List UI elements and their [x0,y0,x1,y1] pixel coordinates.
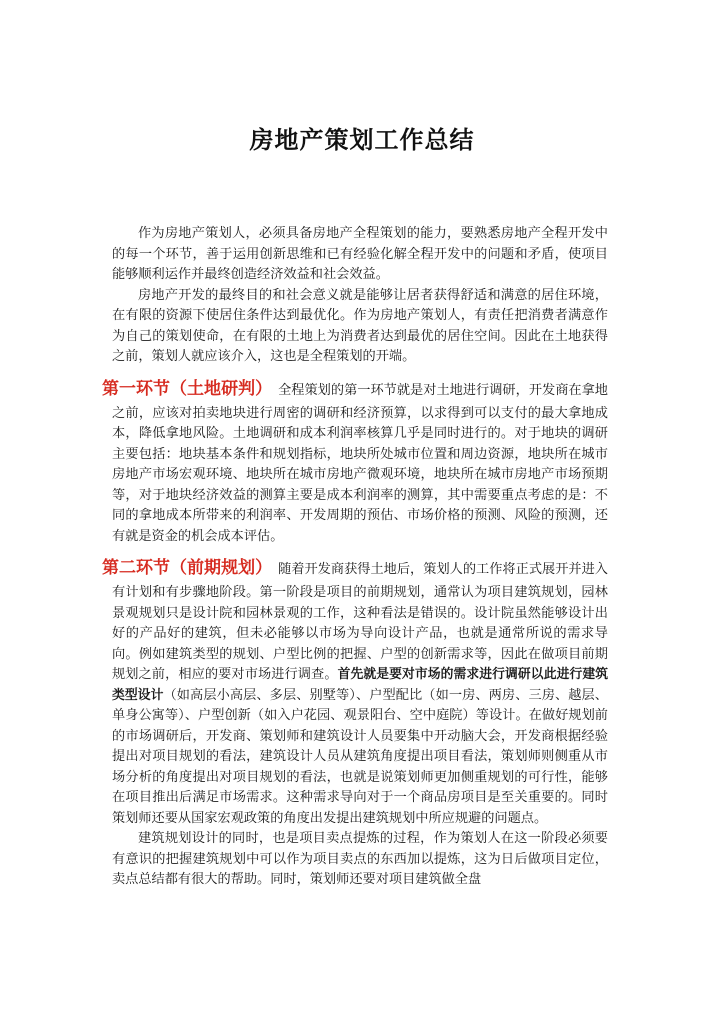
section-1-heading: 第一环节（土地研判） [102,378,273,399]
section-2-heading: 第二环节（前期规划） [102,558,273,578]
section-2-text-continued: （如高层小高层、多层、别墅等）、户型配比（如一房、两房、三房、越层、单身公寓等）、户型创新（如入户花园、观景阳台、空中庭院）等设计。在做好规划前的市场调研后，开发商、策划师和建筑设计人员要集中开动脑大会，开发商根据经验提出对项目规划的看法，建筑设计人员从建筑角度提出项目看法，策划师则侧重从市场分析的角度提出对项目规划的看法，也就是说策划师更加侧重规划的可行性，能够在项目推出后满足市场需求。这种需求导向对于一个商品房项目是至关重要的。同时策划师还要从国家宏观政策的角度出发提出建筑规划中所应规避的问题点。 [112,687,608,826]
intro-paragraph-2: 房地产开发的最终目的和社会意义就是能够让居者获得舒适和满意的居住环境，在有限的资源下使居住条件达到最优化。作为房地产策划人，有责任把消费者满意作为自己的策划使命，在有限的土地上为消费者达到最优的居住空间。因此在土地获得之前，策划人就应该介入，这也是全程策划的开端。 [112,287,608,364]
document-body [102,224,609,891]
section-1-paragraph [102,374,608,548]
section-2-text: 随着开发商获得土地后，策划人的工作将正式展开并进入有计划和有步骤地阶段。第一阶段是项目的前期规划，通常认为项目建筑规划，园林景观规划只是设计院和园林景观的工作，这种看法是错误的。设计院虽然能够设计出好的产品好的建筑，但未必能够以市场为导向设计产品，也就是通常所说的需求导向。例如建筑类型的规划、户型比例的把握、户型的创新需求等，因此在做项目前期规划之前，相应的要对市场进行调查。 [112,562,608,682]
document-title: 房地产策划工作总结 [249,126,475,154]
intro-paragraph-1: 作为房地产策划人，必须具备房地产全程策划的能力，要熟悉房地产全程开发中的每一个环节，善于运用创新思维和已有经验化解全程开发中的问题和矛盾，使项目能够顺利运作并最终创造经济效益和社会效益。 [112,226,608,282]
section-2-bold-text: 首先就是要对市场的需求进行调研以此进行建筑类型设计 [112,667,609,703]
section-2-closing-paragraph: 建筑规划设计的同时，也是项目卖点提炼的过程，作为策划人在这一阶段必须要有意识的把握建筑规划中可以作为项目卖点的东西加以提炼，这为日后做项目定位，卖点总结都有很大的帮助。同时，策划师还要对项目建筑做全盘 [112,831,608,887]
section-1-text: 全程策划的第一环节就是对土地进行调研，开发商在拿地之前，应该对拍卖地块进行周密的调研和经济预算，以求得到可以支付的最大拿地成本，降低拿地风险。土地调研和成本利润率核算几乎是同时进行的。对于地块的调研主要包括：地块基本条件和规划指标，地块所处城市位置和周边资源，地块所在城市房地产市场宏观环境、地块所在城市房地产微观环境，地块所在城市房地产市场预期等，对于地块经济效益的测算主要是成本利润率的测算，其中需要重点考虑的是：不同的拿地成本所带来的利润率、开发周期的预估、市场价格的预测、风险的预测，还有就是资金的机会成本评估。 [112,382,608,544]
section-2-paragraph [102,553,609,829]
